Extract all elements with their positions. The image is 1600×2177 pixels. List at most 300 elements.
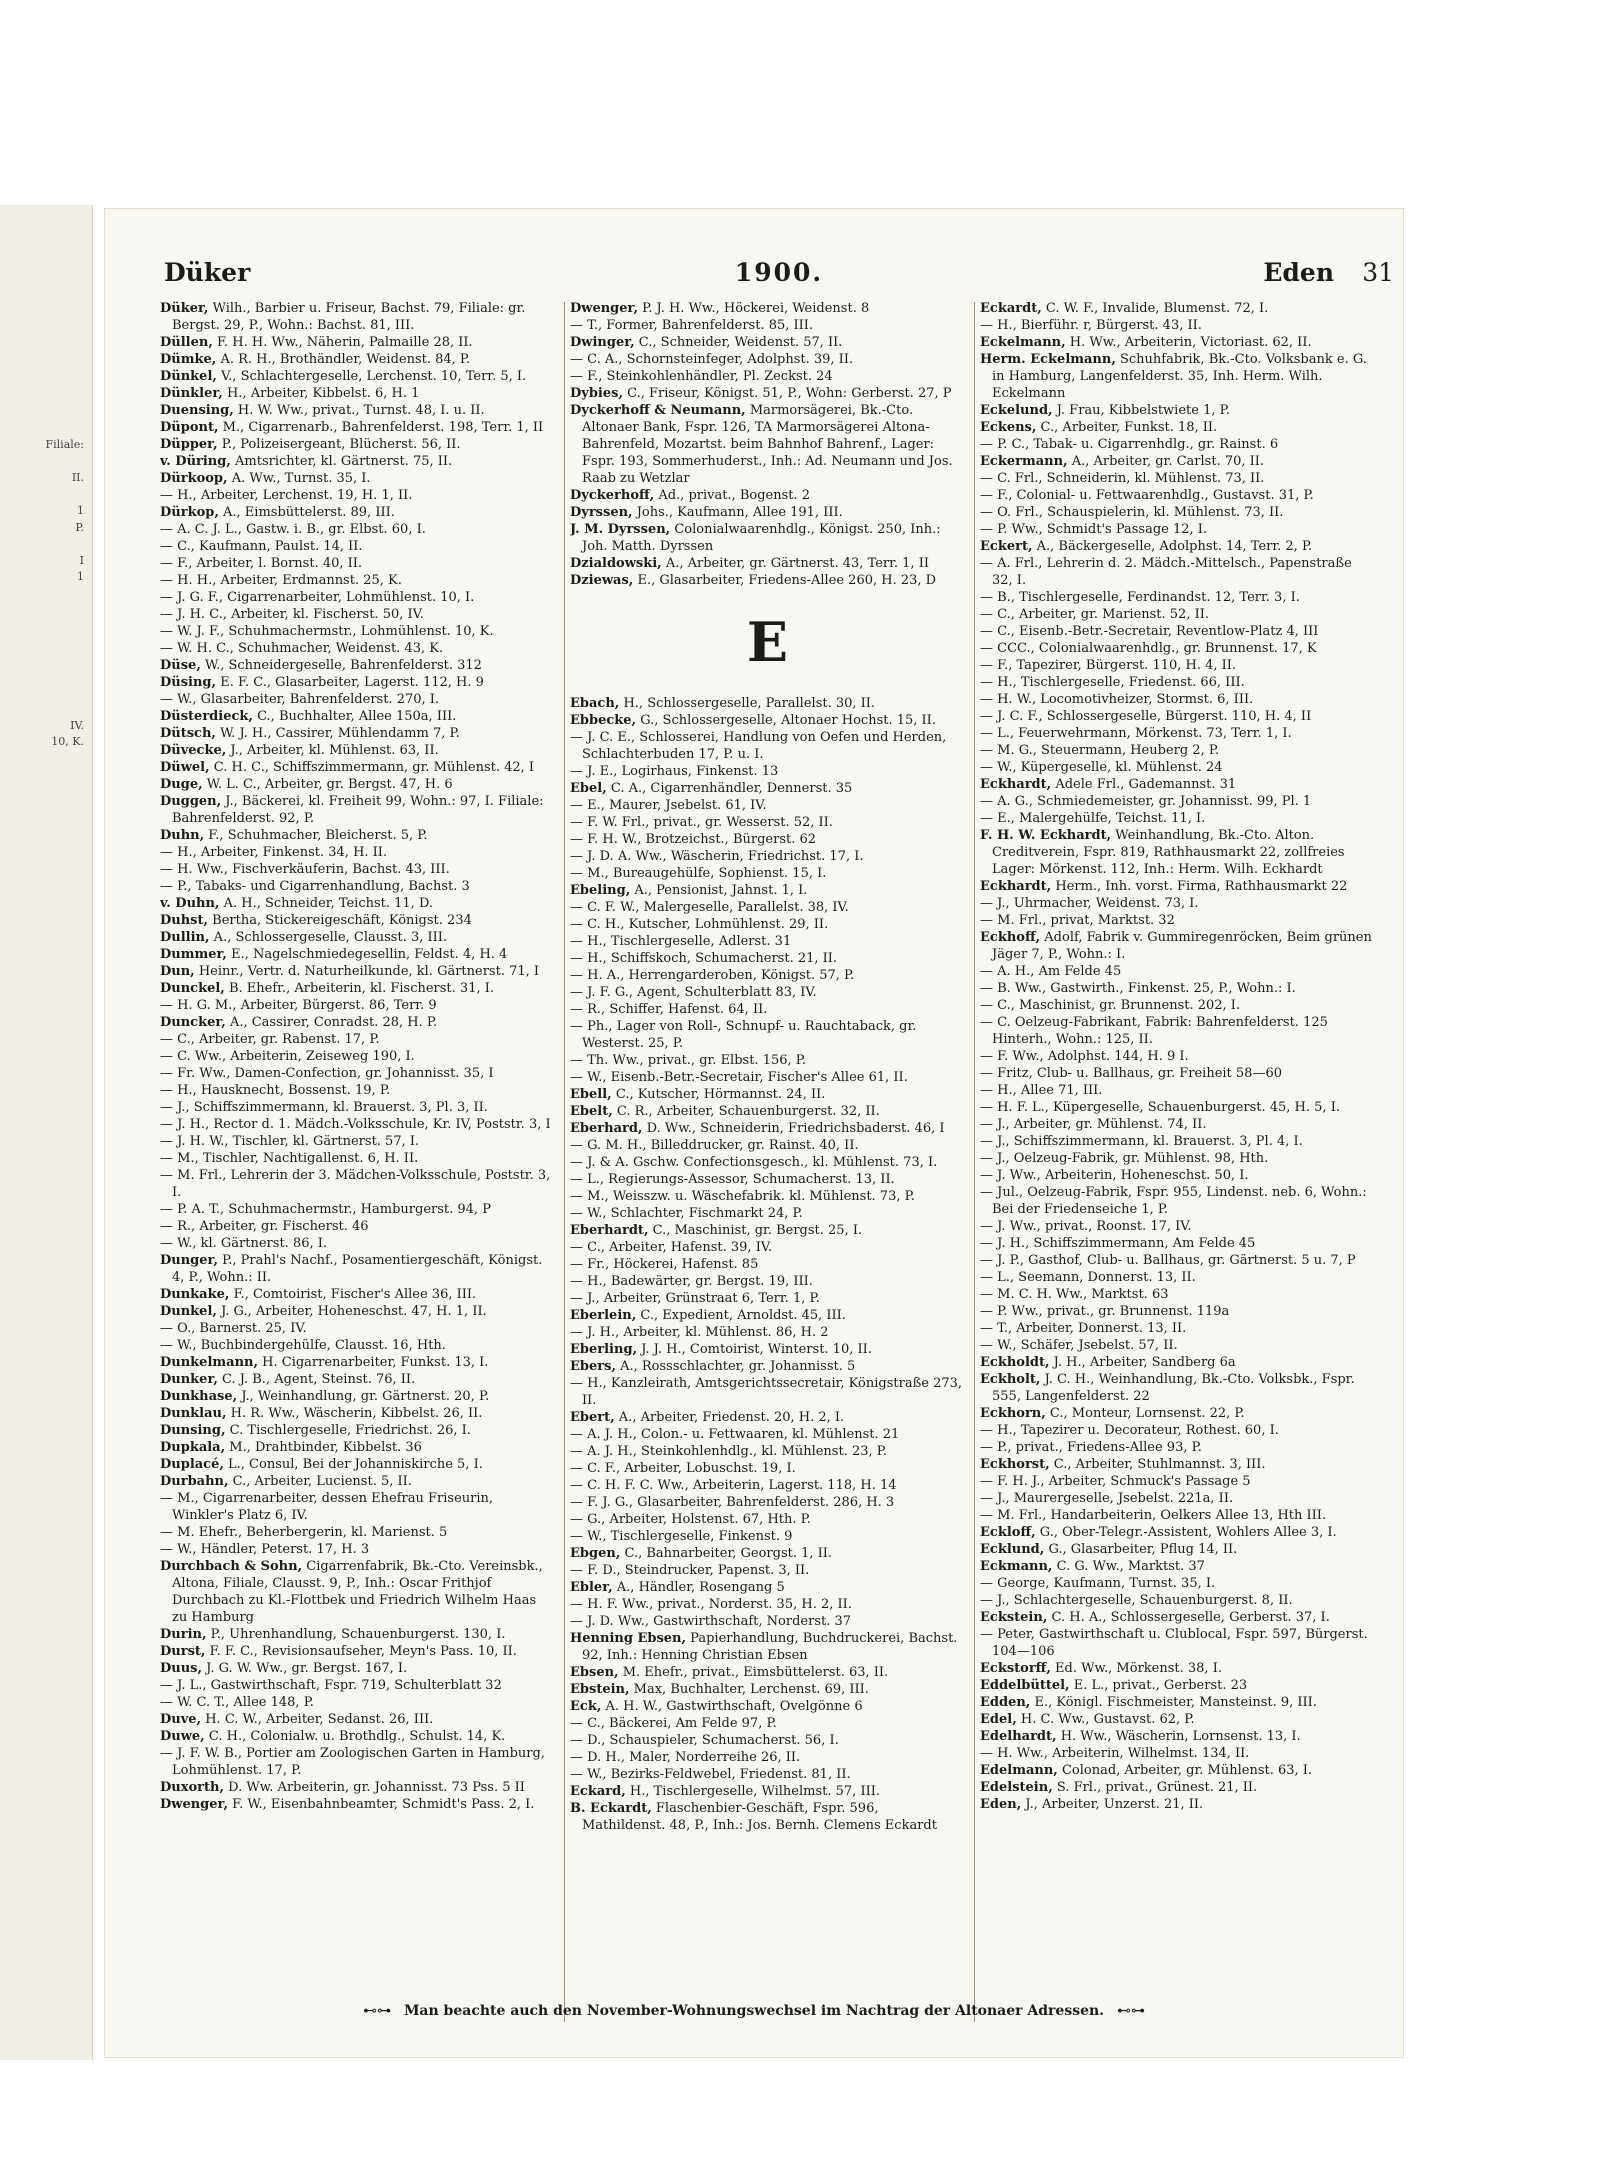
entry-details: D. Ww. Arbeiterin, gr. Johannisst. 73 Pss. 5 II — [228, 1780, 525, 1795]
entry-details: P. J. H. Ww., Höckerei, Weidenst. 8 — [642, 301, 870, 316]
entry-details: F. F. C., Revisionsaufseher, Meyn's Pass. 10, II. — [209, 1644, 517, 1659]
entry-details: Wilh., Barbier u. Friseur, Bachst. 79, Filiale: gr. Bergst. 29, P., Wohn.: Bachst. 81, III. — [172, 301, 526, 333]
directory-entry — [980, 1660, 1375, 1677]
directory-entry — [160, 1626, 555, 1643]
facing-page-fragment — [0, 1180, 90, 1197]
entry-surname: Dyrssen, — [570, 505, 633, 520]
entry-surname: Düsing, — [160, 675, 217, 690]
directory-entry — [160, 929, 555, 946]
facing-page-fragment — [0, 1312, 90, 1329]
directory-entry — [570, 1800, 965, 1834]
directory-entry — [980, 759, 1375, 776]
directory-entry — [980, 912, 1375, 929]
directory-entry — [980, 1116, 1375, 1133]
entry-details: E. L., privat., Gerberst. 23 — [1073, 1678, 1248, 1693]
entry-details: — J. Ww., Arbeiterin, Hoheneschst. 50, I. — [980, 1168, 1249, 1183]
directory-entry — [160, 759, 555, 776]
directory-entry — [160, 980, 555, 997]
entry-details: — W., Schäfer, Jsebelst. 57, II. — [980, 1338, 1178, 1353]
entry-details: — J. & A. Gschw. Confectionsgesch., kl. Mühlenst. 73, I. — [570, 1155, 938, 1170]
entry-details: M., Cigarrenarb., Bahrenfelderst. 198, Terr. 1, II — [222, 420, 544, 435]
directory-entry — [570, 729, 965, 763]
directory-entry — [980, 1728, 1375, 1745]
entry-details: A. H. W., Gastwirthschaft, Ovelgönne 6 — [605, 1699, 863, 1714]
entry-details: — H., Badewärter, gr. Bergst. 19, III. — [570, 1274, 813, 1289]
directory-entry — [570, 1579, 965, 1596]
entry-surname: Düwel, — [160, 760, 210, 775]
facing-page-fragment — [0, 536, 90, 553]
facing-page-fragment — [0, 1394, 90, 1411]
entry-details: Ed. Ww., Mörkenst. 38, I. — [1055, 1661, 1222, 1676]
directory-entry — [980, 1099, 1375, 1116]
directory-entry — [570, 1222, 965, 1239]
facing-page-fragment — [0, 833, 90, 850]
directory-entry — [160, 1473, 555, 1490]
entry-details: E., Königl. Fischmeister, Mansteinst. 9, III. — [1034, 1695, 1317, 1710]
directory-entry — [160, 402, 555, 419]
entry-details: W. L. C., Arbeiter, gr. Bergst. 47, H. 6 — [206, 777, 453, 792]
entry-details: — O., Barnerst. 25, IV. — [160, 1321, 307, 1336]
facing-page-fragment — [0, 1543, 90, 1560]
entry-surname: v. Düring, — [160, 454, 231, 469]
entry-surname: Durin, — [160, 1627, 207, 1642]
directory-entry — [570, 1783, 965, 1800]
entry-details: — O. Frl., Schauspielerin, kl. Mühlenst. 73, II. — [980, 505, 1284, 520]
entry-details: Flaschenbier-Geschäft, Fspr. 596, Mathildenst. 48, P., Inh.: Jos. Bernh. Clemens Eckardt — [582, 1801, 937, 1833]
directory-entry — [570, 368, 965, 385]
entry-details: — F. H. J., Arbeiter, Schmuck's Passage 5 — [980, 1474, 1251, 1489]
entry-details: V., Schlachtergeselle, Lerchenst. 10, Terr. 5, I. — [221, 369, 527, 384]
directory-entry — [160, 1048, 555, 1065]
facing-page-fragment — [0, 1229, 90, 1246]
entry-details: — M. C. H. Ww., Marktst. 63 — [980, 1287, 1169, 1302]
entry-details: — Ph., Lager von Roll-, Schnupf- u. Rauchtaback, gr. Westerst. 25, P. — [570, 1019, 917, 1051]
directory-entry — [570, 1358, 965, 1375]
entry-surname: Dunkhase, — [160, 1389, 238, 1404]
entry-details: A., Händler, Rosengang 5 — [616, 1580, 785, 1595]
facing-page-fragment: P. — [75, 520, 84, 534]
directory-entry — [980, 810, 1375, 827]
entry-surname: Dunkake, — [160, 1287, 230, 1302]
facing-page-fragment: 1 — [77, 570, 84, 583]
directory-entry — [570, 1001, 965, 1018]
entry-surname: Duhn, — [160, 828, 205, 843]
entry-surname: Eckstorff, — [980, 1661, 1051, 1676]
entry-surname: Ebgen, — [570, 1546, 621, 1561]
directory-entry — [570, 1460, 965, 1477]
directory-entry — [980, 1762, 1375, 1779]
entry-details: F., Comtoirist, Fischer's Allee 36, III. — [233, 1287, 477, 1302]
footer-text: Man beachte auch den November-Wohnungswechsel im Nachtrag der Altonaer Adressen. — [403, 2003, 1105, 2019]
entry-surname: Dütsch, — [160, 726, 216, 741]
entry-details: — J. H. W., Tischler, kl. Gärtnerst. 57, I. — [160, 1134, 420, 1149]
facing-page-fragment — [0, 1031, 90, 1048]
entry-details: — W., Schlachter, Fischmarkt 24, P. — [570, 1206, 803, 1221]
entry-details: — P., Tabaks- und Cigarrenhandlung, Bachst. 3 — [160, 879, 470, 894]
directory-entry — [570, 1443, 965, 1460]
entry-details: A., Eimsbüttelerst. 89, III. — [223, 505, 395, 520]
directory-entry — [980, 725, 1375, 742]
directory-entry — [570, 1562, 965, 1579]
entry-surname: Dupkala, — [160, 1440, 226, 1455]
entry-details: — T., Arbeiter, Donnerst. 13, II. — [980, 1321, 1187, 1336]
entry-details: — L., Seemann, Donnerst. 13, II. — [980, 1270, 1196, 1285]
directory-entry — [980, 1320, 1375, 1337]
directory-entry — [570, 1698, 965, 1715]
directory-entry — [570, 1103, 965, 1120]
facing-page-fragment — [0, 866, 90, 883]
directory-entry — [570, 1630, 965, 1664]
directory-entry — [980, 1337, 1375, 1354]
entry-details: Johs., Kaufmann, Allee 191, III. — [636, 505, 843, 520]
directory-entry — [160, 555, 555, 572]
entry-details: — C., Maschinist, gr. Brunnenst. 202, I. — [980, 998, 1241, 1013]
entry-surname: Duge, — [160, 777, 203, 792]
facing-page-fragment — [0, 1592, 90, 1609]
facing-page-fragment — [0, 1526, 90, 1543]
entry-details: — L., Regierungs-Assessor, Schumacherst. 13, II. — [570, 1172, 895, 1187]
entry-details: L., Consul, Bei der Johanniskirche 5, I. — [228, 1457, 483, 1472]
entry-details: C. J. B., Agent, Steinst. 76, II. — [222, 1372, 416, 1387]
directory-entry — [160, 1779, 555, 1796]
entry-surname: Duxorth, — [160, 1780, 224, 1795]
facing-page-fragment — [0, 1295, 90, 1312]
directory-entry — [980, 1439, 1375, 1456]
directory-entry — [570, 1154, 965, 1171]
facing-page-edge — [0, 205, 93, 2060]
entry-details: C., Kutscher, Hörmannst. 24, II. — [615, 1087, 826, 1102]
entry-surname: Eberling, — [570, 1342, 638, 1357]
entry-details: — M., Cigarrenarbeiter, dessen Ehefrau Friseurin, Winkler's Platz 6, IV. — [160, 1491, 494, 1523]
facing-page-fragment — [0, 685, 90, 702]
directory-entry — [160, 725, 555, 742]
entry-details: C., Maschinist, gr. Bergst. 25, I. — [652, 1223, 863, 1238]
directory-entry — [980, 419, 1375, 436]
entry-details: — C. Oelzeug-Fabrikant, Fabrik: Bahrenfelderst. 125 Hinterh., Wohn.: 125, II. — [980, 1015, 1328, 1047]
directory-entry — [160, 1439, 555, 1456]
directory-entry — [160, 1286, 555, 1303]
entry-details: A. H., Schneider, Teichst. 11, D. — [223, 896, 434, 911]
directory-entry — [160, 521, 555, 538]
directory-entry — [980, 1779, 1375, 1796]
entry-details: Cigarrenfabrik, Bk.-Cto. Vereinsbk., Altona, Filiale, Clausst. 9, P., Inh.: Oscar Frithjof Durchbach zu Kl.-Flottbek und Friedrich Wilhelm Haas zu Hamburg — [172, 1559, 543, 1625]
directory-entry — [570, 1749, 965, 1766]
directory-entry — [160, 742, 555, 759]
facing-page-fragment — [0, 1444, 90, 1461]
entry-surname: Dunsing, — [160, 1423, 226, 1438]
entry-surname: Eckloff, — [980, 1525, 1036, 1540]
facing-page-fragment — [0, 1576, 90, 1593]
entry-details: — H. H., Arbeiter, Erdmannst. 25, K. — [160, 573, 402, 588]
directory-entry — [980, 1694, 1375, 1711]
entry-details: — M. Ehefr., Beherbergerin, kl. Marienst. 5 — [160, 1525, 448, 1540]
entry-surname: Eckelund, — [980, 403, 1053, 418]
directory-entry — [160, 963, 555, 980]
directory-entry — [570, 1273, 965, 1290]
entry-surname: Eckens, — [980, 420, 1037, 435]
directory-entry — [160, 1456, 555, 1473]
entry-surname: Durchbach & Sohn, — [160, 1559, 303, 1574]
directory-entry — [980, 1252, 1375, 1269]
entry-details: A., Schlossergeselle, Clausst. 3, III. — [213, 930, 448, 945]
entry-details: — W., Glasarbeiter, Bahrenfelderst. 270, I. — [160, 692, 440, 707]
directory-entry — [570, 1341, 965, 1358]
facing-page-fragment — [0, 1658, 90, 1675]
directory-entry — [980, 1524, 1375, 1541]
entry-surname: Ebert, — [570, 1410, 615, 1425]
entry-details: — P. C., Tabak- u. Cigarrenhdlg., gr. Rainst. 6 — [980, 437, 1279, 452]
entry-details: C., Bahnarbeiter, Georgst. 1, II. — [624, 1546, 833, 1561]
entry-details: — A. H., Am Felde 45 — [980, 964, 1122, 979]
entry-surname: Eberhardt, — [570, 1223, 649, 1238]
facing-page-fragment — [0, 982, 90, 999]
directory-entry — [980, 657, 1375, 674]
entry-details: J. Frau, Kibbelstwiete 1, P. — [1056, 403, 1230, 418]
directory-entry — [160, 606, 555, 623]
directory-entry — [160, 1422, 555, 1439]
facing-page-fragment: II. — [71, 471, 84, 484]
entry-surname: Eden, — [980, 1797, 1022, 1812]
page-number: 31 — [1362, 258, 1394, 287]
entry-details: H., Tischlergeselle, Wilhelmst. 57, III. — [629, 1784, 880, 1799]
entry-details: G., Ober-Telegr.-Assistent, Wohlers Allee 3, I. — [1039, 1525, 1337, 1540]
entry-details: C. W. F., Invalide, Blumenst. 72, I. — [1045, 301, 1269, 316]
entry-surname: Eckholt, — [980, 1372, 1041, 1387]
directory-entry — [570, 1052, 965, 1069]
directory-entry — [160, 1320, 555, 1337]
entry-surname: F. H. W. Eckhardt, — [980, 828, 1112, 843]
directory-entry — [570, 1205, 965, 1222]
entry-surname: Eberlein, — [570, 1308, 637, 1323]
entry-surname: Ebeling, — [570, 883, 631, 898]
facing-page-fragment — [0, 1625, 90, 1642]
facing-page-fragment — [0, 635, 90, 652]
directory-entry — [570, 899, 965, 916]
entry-details: C. H. A., Schlossergeselle, Gerberst. 37, I. — [1051, 1610, 1330, 1625]
directory-entry — [570, 1409, 965, 1426]
entry-details: — C., Arbeiter, gr. Rabenst. 17, P. — [160, 1032, 380, 1047]
facing-page-fragment — [0, 619, 90, 636]
directory-entry — [570, 1545, 965, 1562]
entry-details: — J. D. Ww., Gastwirthschaft, Norderst. 37 — [570, 1614, 852, 1629]
entry-surname: Ebbecke, — [570, 713, 637, 728]
directory-entry — [570, 1018, 965, 1052]
entry-details: Schuhfabrik, Bk.-Cto. Volksbank e. G. in Hamburg, Langenfelderst. 35, Inh. Herm. Wilh. Eckelmann — [992, 352, 1367, 401]
entry-details: — H., Allee 71, III. — [980, 1083, 1103, 1098]
directory-entry — [980, 1626, 1375, 1660]
facing-page-fragment — [0, 1427, 90, 1444]
directory-entry — [160, 793, 555, 827]
facing-page-fragment — [0, 1246, 90, 1263]
directory-entry — [570, 933, 965, 950]
entry-details: C. R., Arbeiter, Schauenburgerst. 32, II. — [616, 1104, 880, 1119]
entry-surname: Ecklund, — [980, 1542, 1045, 1557]
entry-surname: Duensing, — [160, 403, 234, 418]
directory-entry — [160, 589, 555, 606]
facing-page-fragment — [0, 916, 90, 933]
entry-surname: Durbahn, — [160, 1474, 229, 1489]
directory-entry — [160, 1218, 555, 1235]
entry-surname: Düsterdieck, — [160, 709, 253, 724]
facing-page-fragment — [0, 1015, 90, 1032]
directory-entry — [570, 402, 965, 487]
entry-details: — J., Arbeiter, gr. Mühlenst. 74, II. — [980, 1117, 1207, 1132]
directory-entry — [160, 640, 555, 657]
directory-entry — [160, 1099, 555, 1116]
entry-details: — J. C. F., Schlossergeselle, Bürgerst. 110, H. 4, II — [980, 709, 1312, 724]
entry-details: — J. C. E., Schlosserei, Handlung von Oefen und Herden, Schlachterbuden 17, P. u. I. — [570, 730, 947, 762]
entry-surname: Düpper, — [160, 437, 218, 452]
entry-surname: Ebach, — [570, 696, 620, 711]
directory-entry — [160, 1728, 555, 1745]
entry-details: M. Ehefr., privat., Eimsbüttelerst. 63, II. — [622, 1665, 889, 1680]
directory-entry — [160, 827, 555, 844]
directory-entry — [980, 470, 1375, 487]
entry-details: — H., Tischlergeselle, Friedenst. 66, III. — [980, 675, 1245, 690]
entry-details: G., Schlossergeselle, Altonaer Hochst. 15, II. — [640, 713, 936, 728]
directory-entry — [160, 1150, 555, 1167]
entry-details: C. A., Cigarrenhändler, Dennerst. 35 — [610, 781, 853, 796]
column-divider — [564, 302, 565, 2022]
entry-surname: Dziewas, — [570, 573, 634, 588]
facing-page-fragment — [0, 817, 90, 834]
directory-entry — [570, 1256, 965, 1273]
entry-surname: Henning Ebsen, — [570, 1631, 687, 1646]
directory-entry — [980, 1575, 1375, 1592]
directory-entry — [160, 1167, 555, 1201]
directory-entry — [160, 674, 555, 691]
directory-entry — [980, 1048, 1375, 1065]
header-right-keyword: Eden — [1263, 258, 1334, 287]
entry-details: G., Glasarbeiter, Pflug 14, II. — [1048, 1542, 1238, 1557]
directory-entry — [160, 1796, 555, 1813]
directory-entry — [160, 368, 555, 385]
entry-surname: Dunkelmann, — [160, 1355, 259, 1370]
directory-entry — [570, 1120, 965, 1137]
entry-surname: Dwinger, — [570, 335, 635, 350]
directory-entry — [570, 1324, 965, 1341]
entry-details: — P., privat., Friedens-Allee 93, P. — [980, 1440, 1202, 1455]
directory-entry — [980, 827, 1375, 878]
directory-entry — [980, 708, 1375, 725]
entry-details: — C., Kaufmann, Paulst. 14, II. — [160, 539, 363, 554]
entry-surname: Düllen, — [160, 335, 213, 350]
entry-details: — M., Weisszw. u. Wäschefabrik. kl. Mühlenst. 73, P. — [570, 1189, 915, 1204]
entry-surname: Duplacé, — [160, 1457, 224, 1472]
entry-details: S. Frl., privat., Grünest. 21, II. — [1056, 1780, 1258, 1795]
entry-details: P., Polizeisergeant, Blücherst. 56, II. — [221, 437, 461, 452]
entry-surname: Dunker, — [160, 1372, 218, 1387]
entry-details: A., Arbeiter, gr. Gärtnerst. 43, Terr. 1, II — [665, 556, 929, 571]
entry-details: — George, Kaufmann, Turnst. 35, I. — [980, 1576, 1216, 1591]
entry-details: — W., kl. Gärtnerst. 86, I. — [160, 1236, 328, 1251]
entry-surname: Dunckel, — [160, 981, 225, 996]
directory-entry — [160, 1337, 555, 1354]
entry-surname: Durst, — [160, 1644, 206, 1659]
entry-details: — Fr. Ww., Damen-Confection, gr. Johannisst. 35, I — [160, 1066, 494, 1081]
directory-entry — [570, 1596, 965, 1613]
facing-page-fragment — [0, 899, 90, 916]
entry-surname: Ebstein, — [570, 1682, 630, 1697]
entry-details: — J., Arbeiter, Grünstraat 6, Terr. 1, P. — [570, 1291, 820, 1306]
entry-details: — J., Maurergeselle, Jsebelst. 221a, II. — [980, 1491, 1234, 1506]
entry-surname: Dybies, — [570, 386, 623, 401]
facing-page-fragment — [0, 1081, 90, 1098]
entry-surname: Eckhoff, — [980, 930, 1041, 945]
entry-details: — P. A. T., Schuhmachermstr., Hamburgerst. 94, P — [160, 1202, 491, 1217]
directory-entry — [570, 1494, 965, 1511]
directory-entry — [570, 300, 965, 317]
directory-entry — [980, 742, 1375, 759]
directory-entry — [160, 1354, 555, 1371]
entry-details: Max, Buchhalter, Lerchenst. 69, III. — [633, 1682, 869, 1697]
directory-entry — [160, 1677, 555, 1694]
directory-entry — [160, 1405, 555, 1422]
directory-entry — [570, 814, 965, 831]
entry-surname: Duncker, — [160, 1015, 226, 1030]
entry-surname: Dunklau, — [160, 1406, 227, 1421]
entry-surname: Dun, — [160, 964, 195, 979]
directory-entry — [160, 487, 555, 504]
entry-details: Marmorsägerei, Bk.-Cto. Altonaer Bank, Fspr. 126, TA Marmorsägerei Altona-Bahrenfeld, Mozartst. beim Bahnhof Bahrenf., Lager: Fspr. 193, Sommerhuderst., Inh.: Ad. Neumann und Jos. Raab zu Wetzlar — [582, 403, 953, 486]
facing-page-fragment — [0, 949, 90, 966]
directory-entry — [160, 300, 555, 334]
entry-details: — H. F. Ww., privat., Norderst. 35, H. 2, II. — [570, 1597, 852, 1612]
entry-details: F. H. H. Ww., Näherin, Palmaille 28, II. — [217, 335, 473, 350]
directory-entry — [160, 538, 555, 555]
entry-details: — H., Hausknecht, Bossenst. 19, P. — [160, 1083, 391, 1098]
directory-entry — [980, 895, 1375, 912]
facing-page-fragment — [0, 965, 90, 982]
column-divider — [974, 302, 975, 2022]
entry-surname: Eckelmann, — [980, 335, 1066, 350]
entry-details: — J. H., Rector d. 1. Mädch.-Volksschule, Kr. IV, Poststr. 3, I — [160, 1117, 551, 1132]
entry-details: — C. Ww., Arbeiterin, Zeiseweg 190, I. — [160, 1049, 415, 1064]
entry-surname: Ebsen, — [570, 1665, 619, 1680]
facing-page-fragment — [0, 1262, 90, 1279]
entry-details: — H., Arbeiter, Finkenst. 34, H. II. — [160, 845, 388, 860]
entry-details: — H. Ww., Arbeiterin, Wilhelmst. 134, II. — [980, 1746, 1250, 1761]
directory-entry — [980, 1490, 1375, 1507]
entry-surname: Eckhorn, — [980, 1406, 1046, 1421]
entry-details: — F. H. W., Brotzeichst., Bürgerst. 62 — [570, 832, 817, 847]
directory-entry — [160, 1116, 555, 1133]
entry-details: C., Arbeiter, Lucienst. 5, II. — [232, 1474, 412, 1489]
directory-entry — [980, 538, 1375, 555]
facing-page-fragment — [0, 668, 90, 685]
page-footer-notice — [104, 2003, 1404, 2019]
entry-surname: Dünkler, — [160, 386, 223, 401]
entry-surname: Eckstein, — [980, 1610, 1048, 1625]
entry-details: — L., Feuerwehrmann, Mörkenst. 73, Terr. 1, I. — [980, 726, 1292, 741]
facing-page-fragment — [0, 1477, 90, 1494]
facing-page-fragment — [0, 1196, 90, 1213]
directory-entry — [160, 1133, 555, 1150]
directory-entry — [570, 1511, 965, 1528]
entry-details: J. G., Arbeiter, Hoheneschst. 47, H. 1, II. — [221, 1304, 487, 1319]
entry-surname: Düker, — [160, 301, 209, 316]
directory-entry — [570, 521, 965, 555]
entry-details: — C., Arbeiter, gr. Marienst. 52, II. — [980, 607, 1209, 622]
facing-page-fragment — [0, 1163, 90, 1180]
directory-entry — [980, 1014, 1375, 1048]
directory-entry — [980, 1082, 1375, 1099]
directory-entry — [980, 1286, 1375, 1303]
facing-page-fragment — [0, 1559, 90, 1576]
entry-surname: Eberhard, — [570, 1121, 643, 1136]
directory-entry — [160, 1490, 555, 1524]
entry-surname: Duve, — [160, 1712, 202, 1727]
